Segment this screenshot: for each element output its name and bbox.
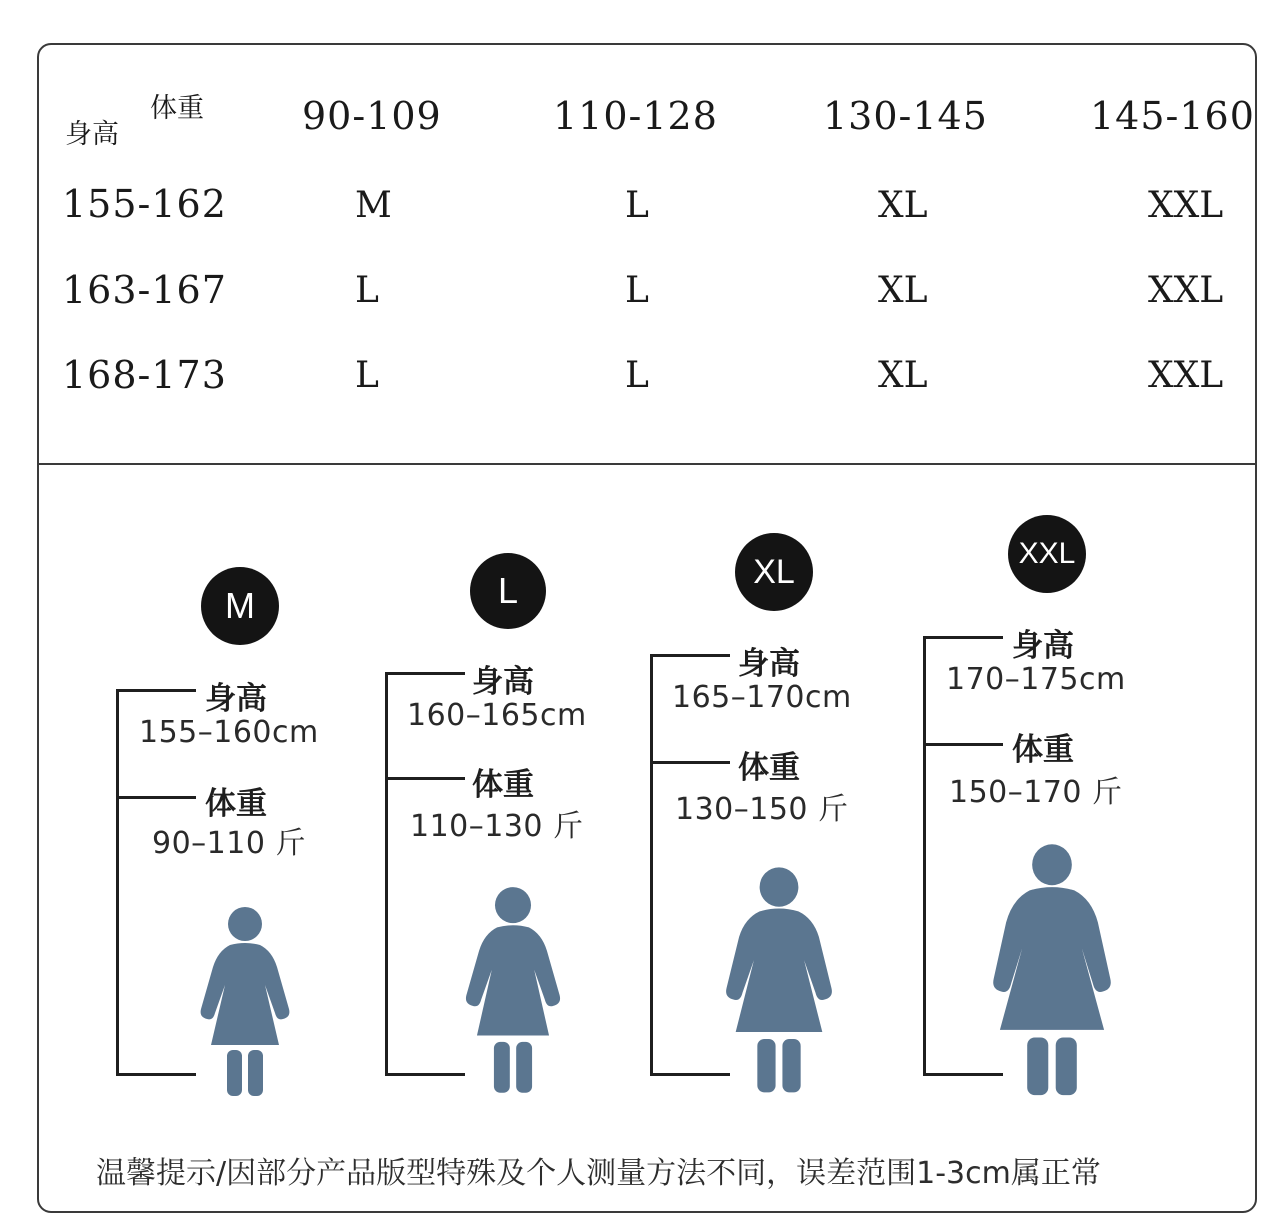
height-label: 身高	[1012, 628, 1074, 664]
height-value: 170–175cm	[946, 662, 1126, 697]
person-icon	[990, 843, 1114, 1099]
person-icon	[460, 885, 566, 1097]
bracket-line	[385, 672, 465, 675]
weight-axis-header: 体重	[150, 93, 204, 124]
weight-column-header: 110-128	[553, 94, 718, 138]
weight-label: 体重	[738, 750, 800, 786]
size-cell: XL	[878, 270, 928, 311]
bracket-line	[650, 761, 730, 764]
weight-value: 90–110 斤	[152, 826, 306, 861]
weight-column-header: 130-145	[823, 94, 988, 138]
bracket-line	[650, 654, 653, 1076]
bracket-line	[923, 743, 1003, 746]
size-cell: XXL	[1148, 185, 1224, 226]
bracket-line	[923, 636, 926, 1076]
weight-value: 150–170 斤	[949, 775, 1123, 810]
size-cell: L	[355, 270, 379, 311]
size-badge: L	[470, 553, 546, 629]
weight-column-header: 90-109	[302, 94, 442, 138]
size-cell: L	[625, 355, 649, 396]
person-icon	[722, 865, 836, 1097]
weight-label: 体重	[472, 767, 534, 803]
bracket-line	[116, 689, 119, 1076]
bracket-line	[385, 672, 388, 1076]
weight-column-header: 145-160	[1090, 94, 1255, 138]
height-row-header: 168-173	[62, 353, 227, 397]
size-cell: L	[625, 270, 649, 311]
size-cell: XL	[878, 355, 928, 396]
weight-label: 体重	[1012, 732, 1074, 768]
size-cell: XXL	[1148, 270, 1224, 311]
height-label: 身高	[472, 664, 534, 700]
measurement-note: 温馨提示/因部分产品版型特殊及个人测量方法不同，误差范围1-3cm属正常	[96, 1156, 1101, 1191]
height-row-header: 163-167	[62, 268, 227, 312]
size-cell: XL	[878, 185, 928, 226]
person-icon	[195, 905, 295, 1100]
size-badge: XXL	[1008, 515, 1086, 593]
bracket-line	[116, 689, 196, 692]
size-cell: M	[355, 185, 392, 226]
size-badge: XL	[735, 533, 813, 611]
bracket-line	[650, 654, 730, 657]
height-value: 165–170cm	[672, 680, 852, 715]
bracket-line	[116, 796, 196, 799]
section-divider	[37, 463, 1257, 465]
size-cell: L	[355, 355, 379, 396]
size-cell: XXL	[1148, 355, 1224, 396]
bracket-line	[116, 1073, 196, 1076]
bracket-line	[385, 777, 465, 780]
weight-value: 130–150 斤	[675, 792, 849, 827]
height-value: 160–165cm	[407, 698, 587, 733]
size-badge: M	[201, 567, 279, 645]
bracket-line	[385, 1073, 465, 1076]
height-axis-header: 身高	[65, 119, 119, 150]
bracket-line	[923, 636, 1003, 639]
height-label: 身高	[205, 681, 267, 717]
weight-label: 体重	[205, 786, 267, 822]
weight-value: 110–130 斤	[410, 809, 584, 844]
height-value: 155–160cm	[139, 715, 319, 750]
bracket-line	[650, 1073, 730, 1076]
height-label: 身高	[738, 646, 800, 682]
height-row-header: 155-162	[62, 182, 227, 226]
size-cell: L	[625, 185, 649, 226]
